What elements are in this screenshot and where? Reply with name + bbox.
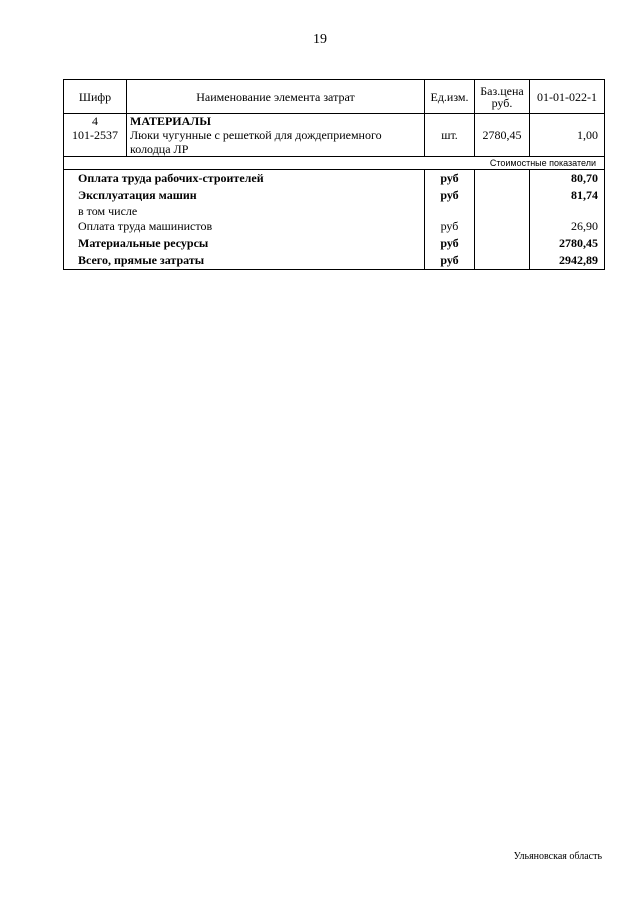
summary-amount: 26,90 <box>530 218 605 235</box>
summary-amount <box>530 204 605 218</box>
header-unit: Ед.изм. <box>425 80 475 114</box>
summary-row <box>64 187 605 204</box>
summary-unit: руб <box>425 218 475 235</box>
summary-amount: 2942,89 <box>530 252 605 270</box>
summary-amount: 81,74 <box>530 187 605 204</box>
summary-price-cell <box>475 218 530 235</box>
summary-unit: руб <box>425 187 475 204</box>
summary-price-cell <box>475 235 530 252</box>
summary-amount: 80,70 <box>530 170 605 188</box>
header-norm-code: 01-01-022-1 <box>530 80 605 114</box>
header-code: Шифр <box>64 80 127 114</box>
indicators-label: Стоимостные показатели <box>64 157 605 170</box>
summary-row <box>64 204 605 218</box>
summary-row-total <box>64 252 605 270</box>
summary-row <box>64 235 605 252</box>
indicators-row <box>64 157 605 170</box>
summary-unit: руб <box>425 252 475 270</box>
summary-price-cell <box>475 204 530 218</box>
summary-price-cell <box>475 170 530 188</box>
material-number: 4 <box>92 114 98 128</box>
summary-price-cell <box>475 252 530 270</box>
material-code-cell <box>64 114 127 157</box>
summary-name: в том числе <box>64 204 425 218</box>
summary-row <box>64 170 605 188</box>
summary-name: Материальные ресурсы <box>64 235 425 252</box>
material-name: Люки чугунные с решеткой для дождеприемного колодца ЛР <box>130 128 382 156</box>
page-number: 19 <box>313 32 327 47</box>
summary-unit <box>425 204 475 218</box>
summary-name: Эксплуатация машин <box>64 187 425 204</box>
material-unit: шт. <box>425 114 475 157</box>
material-row <box>64 114 605 157</box>
material-base-price: 2780,45 <box>475 114 530 157</box>
summary-unit: руб <box>425 235 475 252</box>
summary-price-cell <box>475 187 530 204</box>
summary-name: Оплата труда машинистов <box>64 218 425 235</box>
material-name-cell <box>127 114 425 157</box>
header-base-price <box>475 80 530 114</box>
summary-name: Оплата труда рабочих-строителей <box>64 170 425 188</box>
material-section-title: МАТЕРИАЛЫ <box>130 114 211 128</box>
summary-name: Всего, прямые затраты <box>64 252 425 270</box>
header-base-price-line1: Баз.цена <box>480 83 524 98</box>
header-name: Наименование элемента затрат <box>127 80 425 114</box>
material-code: 101-2537 <box>72 128 118 142</box>
summary-unit: руб <box>425 170 475 188</box>
summary-amount: 2780,45 <box>530 235 605 252</box>
cost-table <box>63 79 605 270</box>
footer-region: Ульяновская область <box>513 851 602 862</box>
table-header-row <box>64 80 605 114</box>
material-quantity: 1,00 <box>530 114 605 157</box>
header-base-price-line2: руб. <box>491 95 513 110</box>
summary-row <box>64 218 605 235</box>
